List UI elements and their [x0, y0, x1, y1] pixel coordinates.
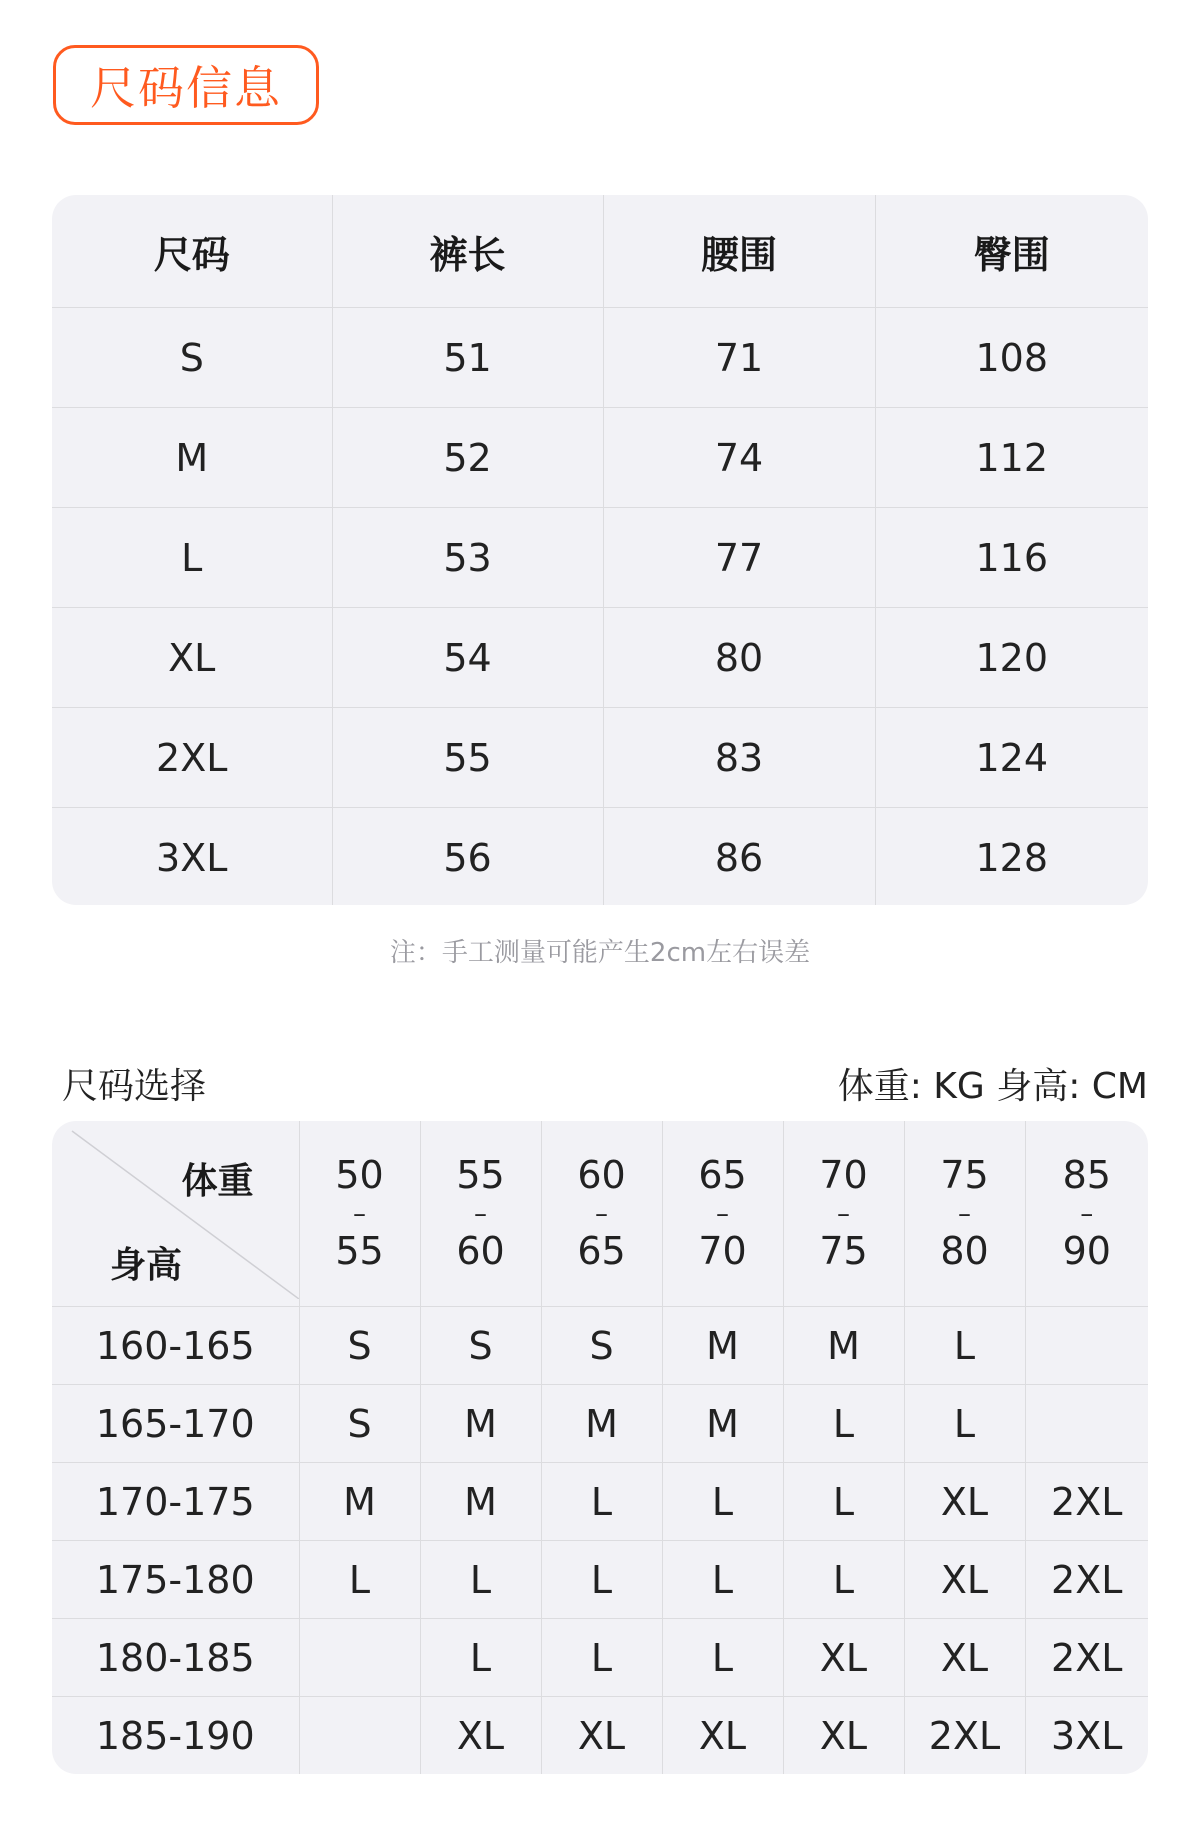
- size-cell: XL: [420, 1697, 541, 1774]
- size-cell: M: [783, 1307, 904, 1385]
- length-cell: 51: [332, 308, 603, 408]
- hip-cell: 128: [875, 808, 1148, 906]
- size-cell: L: [420, 1619, 541, 1697]
- weight-from: 50: [335, 1152, 384, 1197]
- weight-range-header: [662, 1121, 783, 1307]
- waist-cell: 77: [603, 508, 875, 608]
- table-row: [52, 808, 1148, 906]
- hip-cell: 108: [875, 308, 1148, 408]
- size-cell: S: [52, 308, 332, 408]
- size-info-table: [52, 195, 1148, 905]
- size-cell: M: [662, 1307, 783, 1385]
- range-dash: –: [958, 1198, 971, 1229]
- size-cell: XL: [783, 1697, 904, 1774]
- length-cell: 54: [332, 608, 603, 708]
- table-row: [52, 1619, 1148, 1697]
- size-cell: L: [420, 1541, 541, 1619]
- size-cell: L: [783, 1385, 904, 1463]
- table-row: [52, 1697, 1148, 1774]
- size-cell: M: [299, 1463, 420, 1541]
- hip-cell: 120: [875, 608, 1148, 708]
- size-cell: [299, 1619, 420, 1697]
- size-cell: 3XL: [52, 808, 332, 906]
- table-row: [52, 308, 1148, 408]
- height-range-cell: 160-165: [95, 1323, 255, 1368]
- height-axis-label: 身高: [110, 1245, 183, 1286]
- size-cell: S: [420, 1307, 541, 1385]
- height-range-cell: 165-170: [52, 1385, 299, 1463]
- range-dash: –: [837, 1198, 850, 1229]
- waist-cell: 86: [603, 808, 875, 906]
- height-range-cell: 170-175: [52, 1463, 299, 1541]
- table-row: [52, 608, 1148, 708]
- size-cell: XL: [904, 1619, 1025, 1697]
- height-range-cell: 180-185: [52, 1619, 299, 1697]
- length-cell: 53: [332, 508, 603, 608]
- weight-to: 55: [335, 1228, 384, 1273]
- col-header-length: 裤长: [332, 195, 603, 308]
- size-cell: M: [541, 1385, 662, 1463]
- table-row: [52, 508, 1148, 608]
- weight-range-header: [1025, 1121, 1148, 1307]
- weight-to: 65: [577, 1228, 626, 1273]
- size-cell: XL: [52, 608, 332, 708]
- size-cell: L: [904, 1307, 1025, 1385]
- size-cell: M: [52, 408, 332, 508]
- size-selection-title: 尺码选择: [62, 1066, 207, 1107]
- weight-from: 70: [819, 1152, 868, 1197]
- size-cell: S: [299, 1385, 420, 1463]
- weight-to: 70: [698, 1228, 747, 1273]
- weight-axis-label: 体重: [181, 1161, 254, 1202]
- size-table-header-row: [52, 195, 1148, 308]
- table-row: [52, 1541, 1148, 1619]
- measurement-note: 注：手工测量可能产生2cm左右误差: [389, 938, 811, 968]
- size-cell: 3XL: [1025, 1697, 1148, 1774]
- range-dash: –: [353, 1198, 366, 1229]
- table-row: [52, 708, 1148, 808]
- weight-range-header: [541, 1121, 662, 1307]
- weight-header-row: [52, 1121, 1148, 1307]
- weight-range-header: [299, 1121, 420, 1307]
- col-header-waist: 腰围: [603, 195, 875, 308]
- weight-range-header: [783, 1121, 904, 1307]
- size-cell: L: [52, 508, 332, 608]
- size-cell: [1025, 1385, 1148, 1463]
- size-cell: L: [783, 1541, 904, 1619]
- col-header-size: 尺码: [153, 232, 230, 277]
- weight-from: 60: [577, 1152, 626, 1197]
- size-cell: 2XL: [1025, 1463, 1148, 1541]
- section-badge: 尺码信息: [53, 45, 319, 125]
- corner-header: [52, 1121, 299, 1307]
- size-cell: [1025, 1307, 1148, 1385]
- size-cell: S: [541, 1307, 662, 1385]
- size-cell: L: [662, 1541, 783, 1619]
- range-dash: –: [716, 1198, 729, 1229]
- table-row: [52, 1307, 1148, 1385]
- table-row: [52, 1463, 1148, 1541]
- size-cell: XL: [904, 1463, 1025, 1541]
- range-dash: –: [595, 1198, 608, 1229]
- length-cell: 55: [332, 708, 603, 808]
- table-row: [52, 1385, 1148, 1463]
- waist-cell: 74: [603, 408, 875, 508]
- size-cell: XL: [783, 1619, 904, 1697]
- hip-cell: 124: [875, 708, 1148, 808]
- size-cell: XL: [541, 1697, 662, 1774]
- size-cell: XL: [904, 1541, 1025, 1619]
- size-cell: L: [662, 1463, 783, 1541]
- size-cell: 2XL: [1025, 1541, 1148, 1619]
- size-cell: L: [662, 1619, 783, 1697]
- length-cell: 56: [332, 808, 603, 906]
- size-cell: M: [420, 1463, 541, 1541]
- weight-to: 90: [1062, 1228, 1111, 1273]
- size-cell: M: [662, 1385, 783, 1463]
- height-range-cell: 175-180: [52, 1541, 299, 1619]
- hip-cell: 112: [875, 408, 1148, 508]
- waist-cell: 83: [603, 708, 875, 808]
- size-cell: L: [904, 1385, 1025, 1463]
- range-dash: –: [1080, 1198, 1094, 1229]
- size-cell: [299, 1697, 420, 1774]
- waist-cell: 80: [603, 608, 875, 708]
- weight-range-header: [420, 1121, 541, 1307]
- size-cell: 2XL: [1025, 1619, 1148, 1697]
- size-cell: 2XL: [904, 1697, 1025, 1774]
- size-cell: M: [420, 1385, 541, 1463]
- units-label: 体重: KG 身高: CM: [837, 1066, 1148, 1107]
- size-cell: L: [541, 1541, 662, 1619]
- waist-cell: 71: [603, 308, 875, 408]
- weight-from: 55: [456, 1152, 505, 1197]
- col-header-hip: 臀围: [875, 195, 1148, 308]
- size-cell: XL: [662, 1697, 783, 1774]
- length-cell: 52: [332, 408, 603, 508]
- size-cell: 2XL: [52, 708, 332, 808]
- height-range-cell: 185-190: [52, 1697, 299, 1774]
- weight-from: 85: [1062, 1152, 1111, 1197]
- weight-to: 80: [940, 1228, 989, 1273]
- size-cell: L: [783, 1463, 904, 1541]
- table-row: [52, 408, 1148, 508]
- weight-from: 65: [698, 1152, 747, 1197]
- weight-to: 75: [819, 1228, 868, 1273]
- weight-range-header: [904, 1121, 1025, 1307]
- weight-from: 75: [940, 1152, 989, 1197]
- size-cell: L: [541, 1463, 662, 1541]
- size-cell: L: [299, 1541, 420, 1619]
- hip-cell: 116: [875, 508, 1148, 608]
- weight-to: 60: [456, 1228, 505, 1273]
- range-dash: –: [474, 1198, 487, 1229]
- size-cell: L: [541, 1619, 662, 1697]
- size-cell: S: [299, 1307, 420, 1385]
- size-selection-table: [52, 1121, 1148, 1774]
